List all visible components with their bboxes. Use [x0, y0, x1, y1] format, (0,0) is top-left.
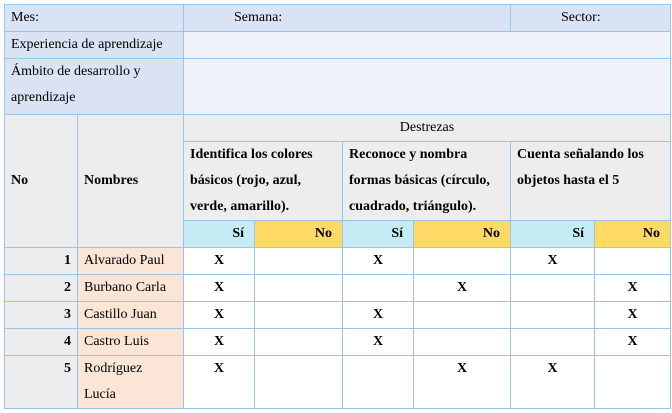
row-number: 2 — [5, 275, 78, 302]
skill-3-si-cell — [511, 302, 595, 329]
skill-3-line-2: objetos hasta el 5 — [517, 173, 620, 188]
no-label: No — [482, 226, 500, 241]
student-name-line: Alvarado Paul — [84, 253, 165, 268]
check-mark: X — [547, 361, 558, 376]
skill-1-no-header — [255, 221, 343, 248]
table-row — [5, 356, 671, 409]
col-nombres-header — [78, 115, 184, 248]
skill-1-no-cell — [255, 329, 343, 356]
no-label: No — [642, 226, 660, 241]
destrezas-title: Destrezas — [399, 120, 455, 135]
student-name — [78, 302, 184, 329]
student-name — [78, 248, 184, 275]
check-mark: X — [213, 334, 225, 349]
experiencia-value-cell — [184, 32, 671, 59]
ambito-label-cell — [5, 59, 184, 115]
table-row — [5, 302, 671, 329]
skill-3-si-cell — [511, 275, 595, 302]
col-no-label: No — [11, 173, 29, 188]
mes-cell — [5, 5, 184, 32]
skill-2-header — [343, 142, 511, 221]
check-mark: X — [213, 361, 225, 376]
check-mark: X — [372, 307, 384, 322]
skill-2-no-cell — [414, 356, 511, 409]
skill-3-si-cell — [511, 356, 595, 409]
row-number: 4 — [5, 329, 78, 356]
skill-3-no-cell — [595, 275, 671, 302]
col-nombres-label: Nombres — [84, 173, 139, 188]
experiencia-label: Experiencia de aprendizaje — [11, 37, 163, 52]
skill-1-si-cell — [184, 275, 255, 302]
skill-2-si-cell — [343, 275, 414, 302]
no-label: No — [314, 226, 332, 241]
skill-2-no-cell — [414, 248, 511, 275]
semana-label: Semana: — [234, 10, 283, 25]
skill-1-si-cell — [184, 302, 255, 329]
evaluation-sheet — [4, 4, 671, 409]
skill-1-line-1: Identifica los colores — [190, 147, 313, 162]
student-name-line: Rodríguez — [84, 361, 143, 376]
table-row — [5, 275, 671, 302]
skill-1-line-3: verde, amarillo). — [190, 199, 290, 214]
skill-3-no-cell — [595, 248, 671, 275]
ambito-label-line-2: aprendizaje — [11, 90, 76, 105]
skill-2-no-cell — [414, 329, 511, 356]
skill-2-no-cell — [414, 275, 511, 302]
skill-2-si-cell — [343, 248, 414, 275]
skill-3-si-cell — [511, 248, 595, 275]
student-name — [78, 356, 184, 409]
sector-label: Sector: — [561, 10, 601, 25]
row-number: 3 — [5, 302, 78, 329]
destrezas-header — [184, 115, 671, 142]
check-mark: X — [627, 307, 638, 322]
skill-1-no-cell — [255, 302, 343, 329]
skill-3-si-cell — [511, 329, 595, 356]
check-mark: X — [456, 280, 468, 295]
check-mark: X — [456, 361, 468, 376]
skill-1-si-header — [184, 221, 255, 248]
semana-cell — [184, 5, 511, 32]
skill-1-si-cell — [184, 248, 255, 275]
student-name-line: Lucía — [84, 387, 116, 402]
skill-3-no-cell — [595, 302, 671, 329]
skill-1-si-cell — [184, 329, 255, 356]
skill-3-no-cell — [595, 356, 671, 409]
skill-2-line-2: formas básicas (círculo, — [349, 173, 490, 188]
student-rows — [5, 248, 671, 409]
ambito-value-cell — [184, 59, 671, 115]
skill-1-line-2: básicos (rojo, azul, — [190, 173, 301, 188]
check-mark: X — [213, 280, 225, 295]
skill-1-no-cell — [255, 248, 343, 275]
table-row — [5, 329, 671, 356]
si-label: Sí — [232, 226, 244, 241]
student-name-line: Burbano Carla — [84, 280, 167, 295]
col-no-header — [5, 115, 78, 248]
student-name — [78, 329, 184, 356]
skill-2-si-header — [343, 221, 414, 248]
skill-2-si-cell — [343, 302, 414, 329]
skill-2-line-1: Reconoce y nombra — [349, 147, 468, 162]
skill-3-no-cell — [595, 329, 671, 356]
mes-label: Mes: — [11, 10, 39, 25]
skill-3-si-header — [511, 221, 595, 248]
skill-1-si-cell — [184, 356, 255, 409]
skill-1-header — [184, 142, 343, 221]
skill-2-line-3: cuadrado, triángulo). — [349, 199, 477, 214]
skill-2-no-cell — [414, 302, 511, 329]
student-name-line: Castro Luis — [84, 334, 149, 349]
skill-1-no-cell — [255, 356, 343, 409]
check-mark: X — [627, 334, 638, 349]
si-label: Sí — [391, 226, 403, 241]
skill-2-si-cell — [343, 329, 414, 356]
table-row — [5, 248, 671, 275]
evaluation-table — [4, 4, 671, 409]
check-mark: X — [547, 253, 558, 268]
row-number: 5 — [5, 356, 78, 409]
student-name — [78, 275, 184, 302]
ambito-label-line-1: Ámbito de desarrollo y — [11, 64, 141, 79]
check-mark: X — [213, 253, 225, 268]
skill-2-no-header — [414, 221, 511, 248]
sector-cell — [511, 5, 671, 32]
skill-1-no-cell — [255, 275, 343, 302]
check-mark: X — [213, 307, 225, 322]
si-label: Sí — [572, 226, 584, 241]
row-number: 1 — [5, 248, 78, 275]
check-mark: X — [372, 334, 384, 349]
skill-3-header — [511, 142, 671, 221]
skill-3-line-1: Cuenta señalando los — [517, 147, 644, 162]
skill-3-no-header — [595, 221, 671, 248]
check-mark: X — [372, 253, 384, 268]
experiencia-label-cell — [5, 32, 184, 59]
check-mark: X — [627, 280, 638, 295]
student-name-line: Castillo Juan — [84, 307, 157, 322]
skill-2-si-cell — [343, 356, 414, 409]
